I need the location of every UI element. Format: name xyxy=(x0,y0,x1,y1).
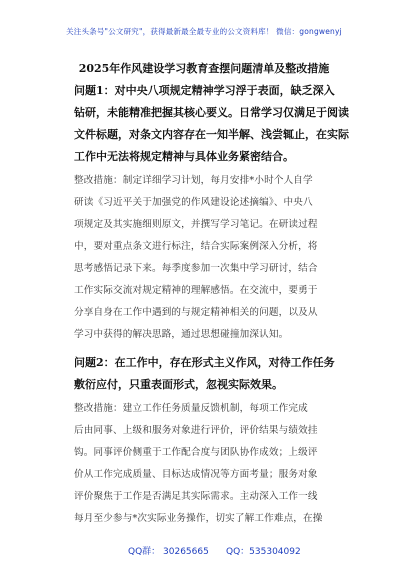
measure-1-line: 研读《习近平关于加强党的作风建设论述摘编》、中央八 xyxy=(74,197,313,208)
measure-1-line: 思考感悟记录下来。每季度参加一次集中学习研讨，结合 xyxy=(74,263,318,274)
measure-2-line: 整改措施：建立工作任务质量反馈机制，每项工作完成 xyxy=(74,403,308,414)
question-1-line: 文件标题，对条文内容存在一知半解、浅尝辄止，在实际 xyxy=(74,128,349,141)
document-title: 2025年作风建设学习教育查摆问题清单及整改措施 xyxy=(78,62,330,75)
measure-1-line: 中，要对重点条文进行标注，结合实际案例深入分析，将 xyxy=(74,241,318,252)
measure-2 xyxy=(74,398,350,530)
question-1-line: 问题1：对中央八项规定精神学习浮于表面，缺乏深入 xyxy=(74,84,335,97)
question-2-line: 问题2：在工作中，存在形式主义作风，对待工作任务 xyxy=(74,356,335,369)
measure-1-line: 学习中获得的解决思路，通过思想碰撞加深认知。 xyxy=(74,329,289,340)
footer-qq-number: QQ：535304092 xyxy=(226,547,301,557)
measure-1-line: 工作实际交流对规定精神的理解感悟。在交流中，要勇于 xyxy=(74,285,318,296)
measure-2-line: 评价聚焦于工作是否满足其实际需求。主动深入工作一线 xyxy=(74,491,318,502)
measure-2-line: 后由同事、上级和服务对象进行评价，评价结果与绩效挂 xyxy=(74,425,318,436)
question-1-line: 工作中无法将规定精神与具体业务紧密结合。 xyxy=(74,150,294,163)
question-2 xyxy=(74,352,350,396)
measure-2-line: 钩。同事评价侧重于工作配合度与团队协作成效；上级评 xyxy=(74,447,318,458)
measure-2-line: 价从工作完成质量、目标达成情况等方面考量；服务对象 xyxy=(74,469,318,480)
measure-2-line: 每月至少参与*次实际业务操作，切实了解工作难点，在操 xyxy=(74,513,323,524)
header-note: 关注头条号"公文研究"，获得最新最全最专业的公文资料库！ 微信：gongwenyj xyxy=(66,27,342,36)
measure-1-line: 整改措施：制定详细学习计划，每月安排*小时个人自学 xyxy=(74,175,313,186)
question-1-line: 钻研，未能精准把握其核心要义。日常学习仅满足于阅读 xyxy=(74,106,349,119)
question-1 xyxy=(74,80,350,168)
measure-1 xyxy=(74,170,350,346)
footer-qq-group: QQ群： 30265665 xyxy=(128,547,209,557)
measure-1-line: 项规定及其实施细则原文，并撰写学习笔记。在研读过程 xyxy=(74,219,318,230)
question-2-line: 敷衍应付，只重表面形式，忽视实际效果。 xyxy=(74,378,283,391)
measure-1-line: 分享自身在工作中遇到的与规定精神相关的问题，以及从 xyxy=(74,307,318,318)
